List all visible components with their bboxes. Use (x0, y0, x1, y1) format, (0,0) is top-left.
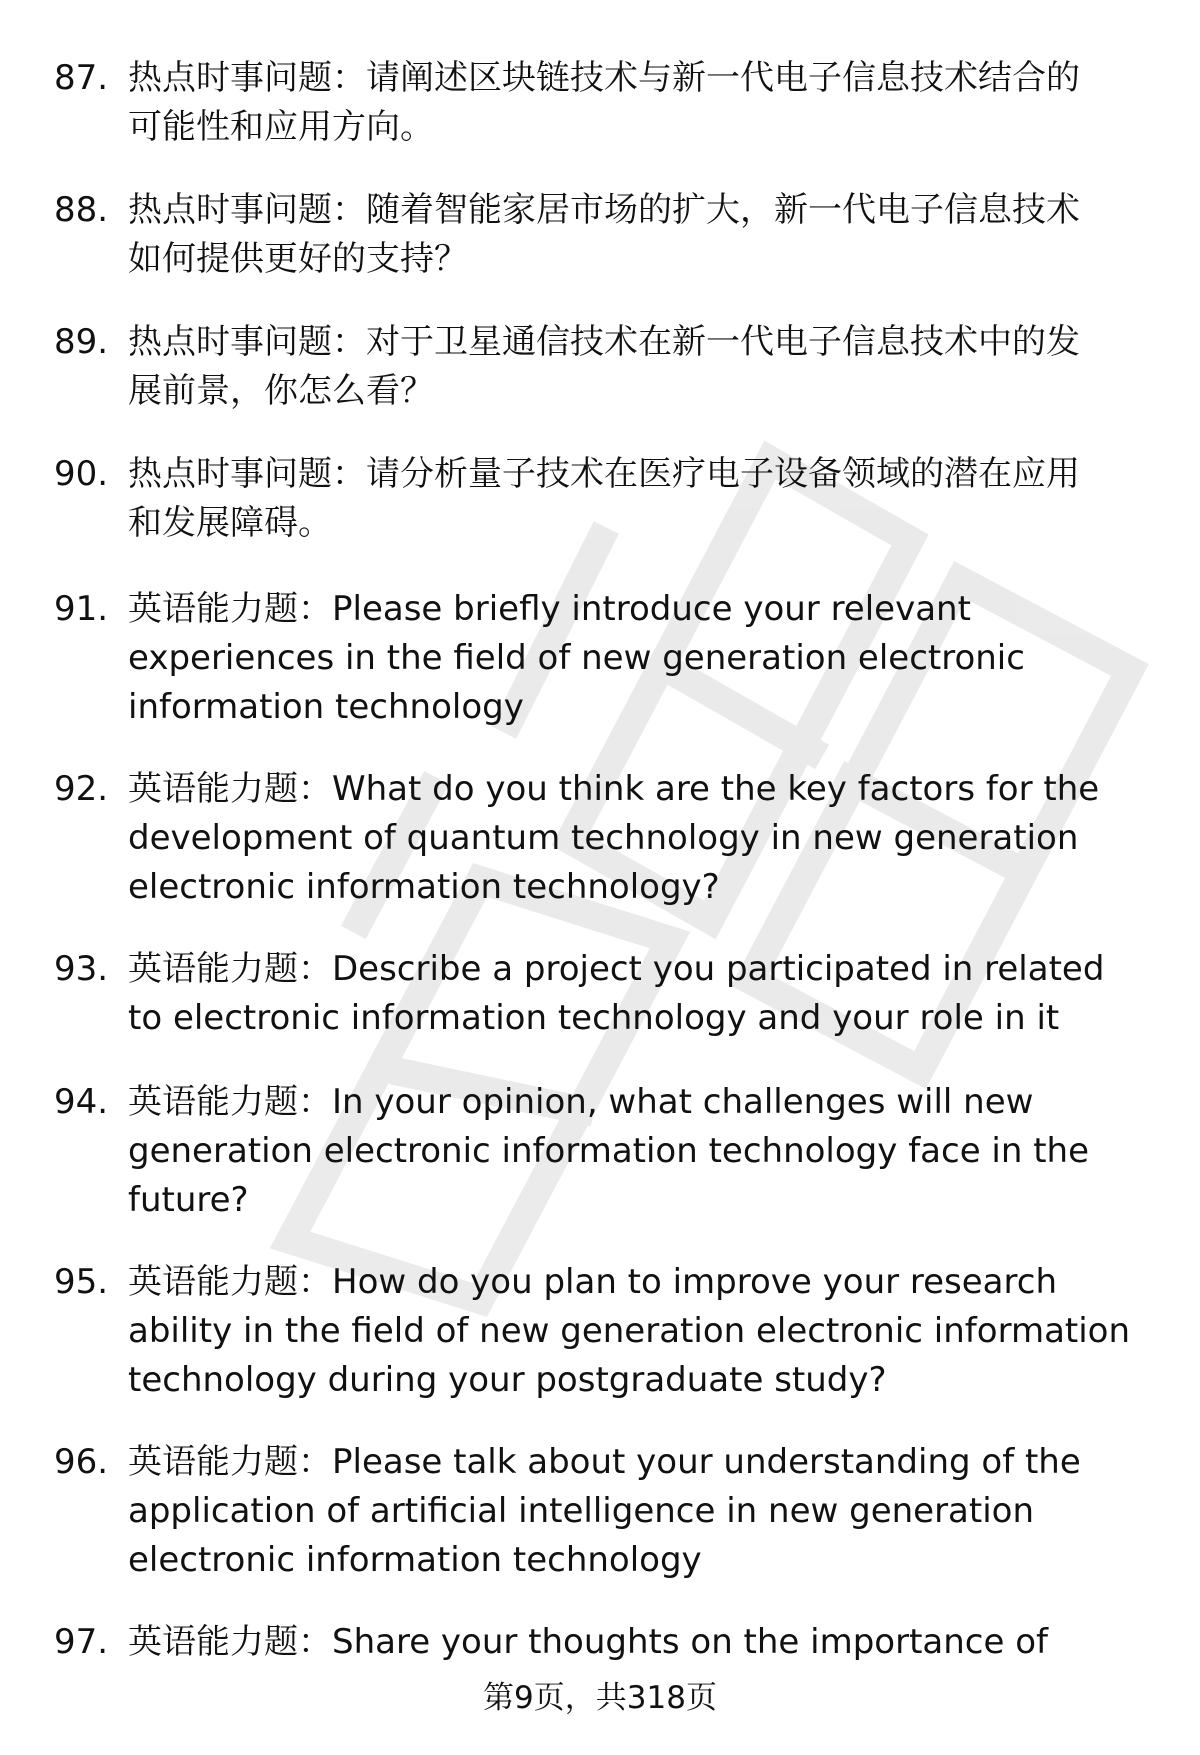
question-number: 95. (54, 1262, 109, 1302)
question-number: 96. (54, 1442, 109, 1482)
question-line: 如何提供更好的支持？ (128, 239, 468, 279)
question-line: 英语能力题：Please briefly introduce your relevant (128, 589, 971, 629)
question-line: ability in the field of new generation electronic information (128, 1311, 1131, 1351)
question-text (128, 1618, 1148, 1667)
question-number: 88. (54, 190, 109, 230)
question-number: 93. (54, 949, 109, 989)
question-number: 91. (54, 589, 109, 629)
question-line: generation electronic information technology face in the (128, 1131, 1090, 1171)
question-line: 英语能力题：How do you plan to improve your research (128, 1262, 1057, 1302)
question-line: 和发展障碍。 (128, 503, 332, 543)
question-text (128, 585, 1148, 732)
question-line: 英语能力题：What do you think are the key factors for the (128, 769, 1100, 809)
question-text (128, 450, 1148, 548)
question-line: application of artificial intelligence in new generation (128, 1491, 1035, 1531)
question-line: 英语能力题：Please talk about your understanding of the (128, 1442, 1081, 1482)
question-number: 92. (54, 769, 109, 809)
question-line: 热点时事问题：请分析量子技术在医疗电子设备领域的潜在应用 (128, 454, 1080, 494)
question-line: to electronic information technology and your role in it (128, 998, 1060, 1038)
question-line: development of quantum technology in new generation (128, 818, 1079, 858)
question-number: 94. (54, 1082, 109, 1122)
question-line: 热点时事问题：随着智能家居市场的扩大，新一代电子信息技术 (128, 190, 1080, 230)
question-line: 英语能力题：In your opinion, what challenges will new (128, 1082, 1034, 1122)
question-line: experiences in the field of new generation electronic (128, 638, 1025, 678)
question-line: 热点时事问题：对于卫星通信技术在新一代电子信息技术中的发 (128, 322, 1080, 362)
question-line: technology during your postgraduate study? (128, 1360, 887, 1400)
question-line: 英语能力题：Describe a project you participated in related (128, 949, 1105, 989)
question-text (128, 765, 1148, 912)
question-line: information technology (128, 687, 524, 727)
question-text (128, 318, 1148, 416)
question-line: 可能性和应用方向。 (128, 107, 434, 147)
question-line: future? (128, 1180, 249, 1220)
question-line: 热点时事问题：请阐述区块链技术与新一代电子信息技术结合的 (128, 58, 1080, 98)
question-text (128, 945, 1148, 1043)
question-text (128, 1438, 1148, 1585)
question-number: 90. (54, 454, 109, 494)
question-line: 展前景，你怎么看？ (128, 371, 434, 411)
question-line: 英语能力题：Share your thoughts on the importance of (128, 1622, 1048, 1662)
question-text (128, 186, 1148, 284)
question-number: 87. (54, 58, 109, 98)
question-text (128, 1078, 1148, 1225)
question-number: 89. (54, 322, 109, 362)
question-line: electronic information technology (128, 1540, 702, 1580)
page-footer: 第9页，共318页 (483, 1680, 717, 1716)
question-line: electronic information technology? (128, 867, 720, 907)
question-text (128, 1258, 1148, 1405)
question-number: 97. (54, 1622, 109, 1662)
question-text (128, 54, 1148, 152)
